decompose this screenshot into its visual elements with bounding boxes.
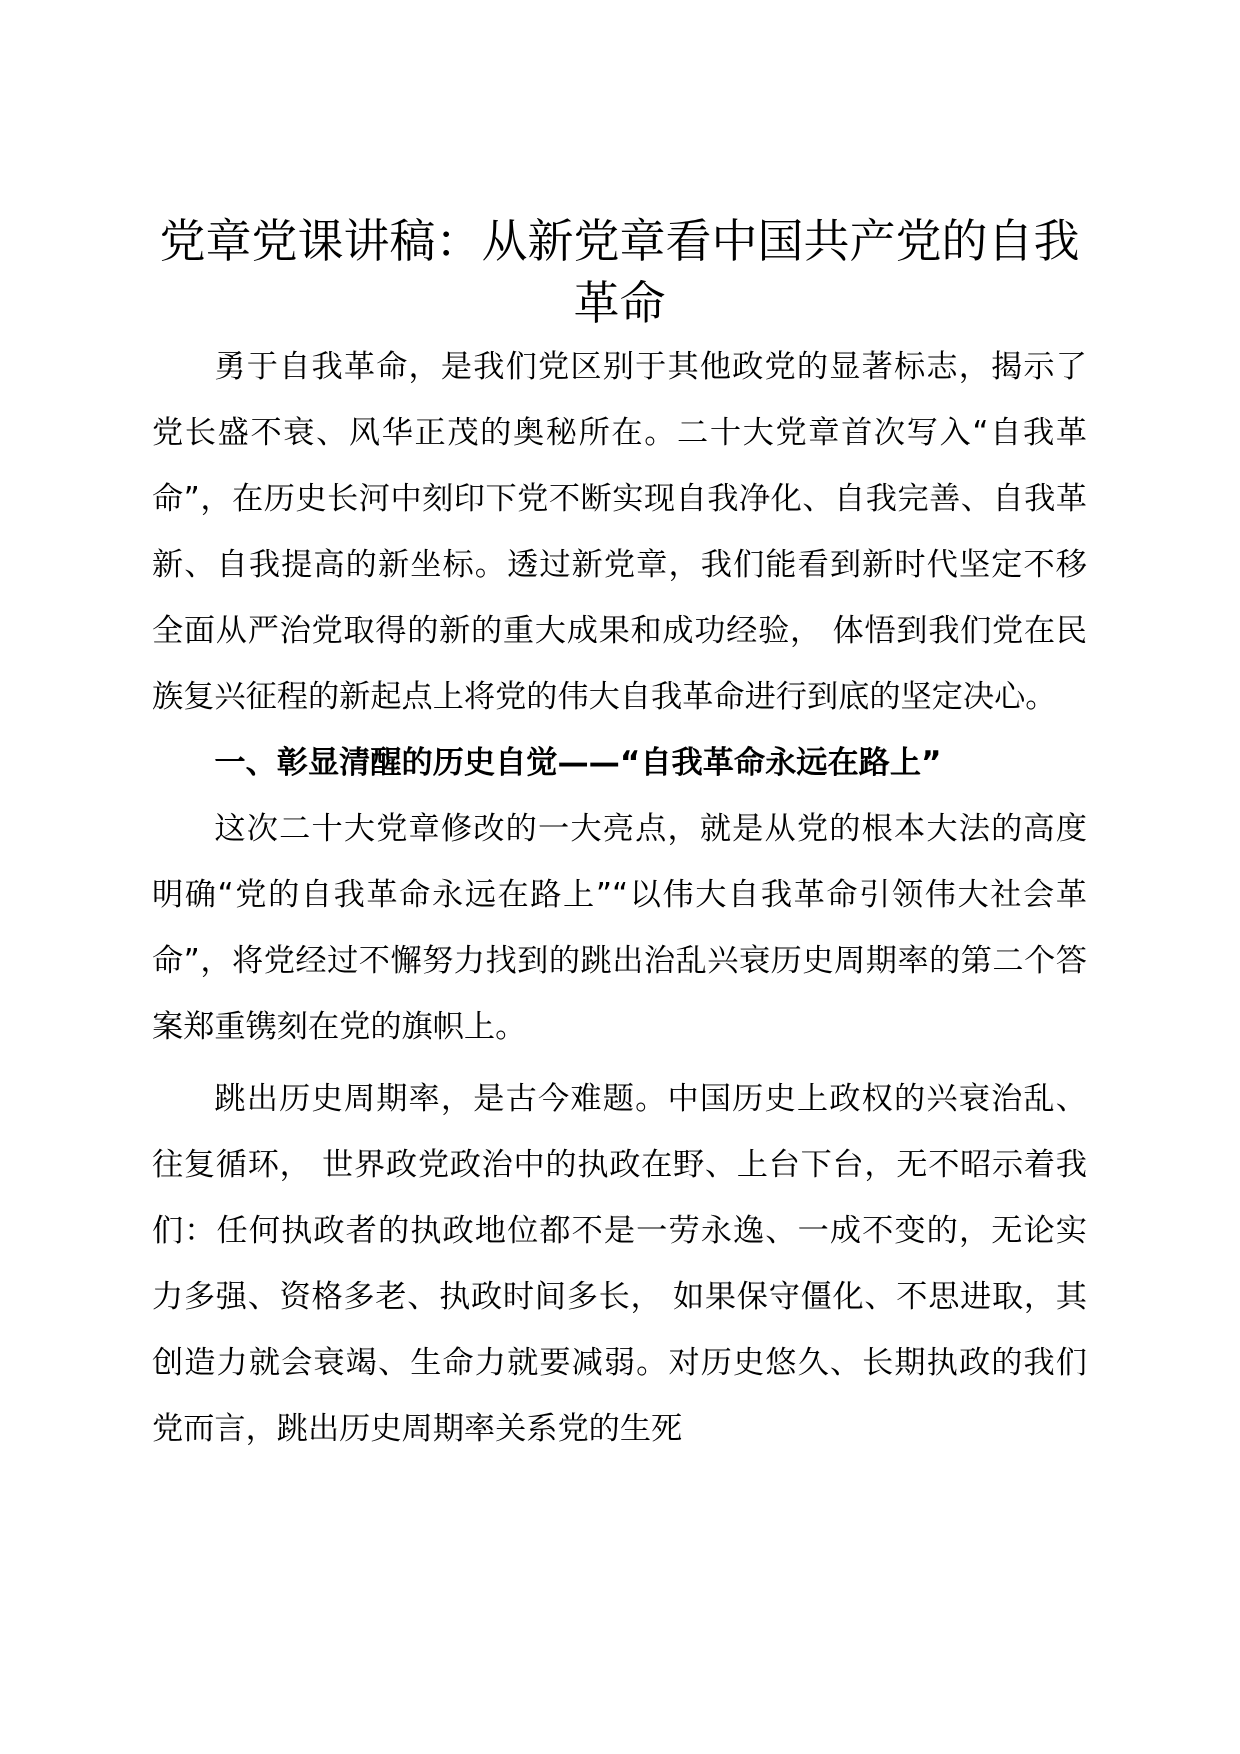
document-title <box>152 210 1087 334</box>
section-heading-1: 一、彰显清醒的历史自觉——“自我革命永远在路上” <box>214 745 942 781</box>
title-line-1: 党章党课讲稿：从新党章看中国共产党的自我 <box>159 214 1080 268</box>
title-line-2: 革命 <box>573 276 666 330</box>
intro-paragraph: 勇于自我革命，是我们党区别于其他政党的显著标志，揭示了党长盛不衰、风华正茂的奥秘所在。二十大党章首次写入“自我革命”，在历史长河中刻印下党不断实现自我净化、自我完善、自我革新、自我提高的新坐标。透过新党章，我们能看到新时代坚定不移全面从严治党取得的新的重大成果和成功经验， 体悟到我们党在民族复兴征程的新起点上将党的伟大自我革命进行到底的坚定决心。 <box>152 349 1087 715</box>
body-paragraph-2: 跳出历史周期率，是古今难题。中国历史上政权的兴衰治乱、往复循环， 世界政党政治中的执政在野、上台下台，无不昭示着我们：任何执政者的执政地位都不是一劳永逸、一成不变的，无论实力多强、资格多老、执政时间多长， 如果保守僵化、不思进取，其创造力就会衰竭、生命力就要减弱。对历史悠久、长期执政的我们党而言，跳出历史周期率关系党的生死 <box>152 1081 1087 1447</box>
document-page <box>152 210 1087 1462</box>
body-paragraph-1: 这次二十大党章修改的一大亮点，就是从党的根本大法的高度明确“党的自我革命永远在路上”“以伟大自我革命引领伟大社会革命”，将党经过不懈努力找到的跳出治乱兴衰历史周期率的第二个答案郑重镌刻在党的旗帜上。 <box>152 811 1087 1045</box>
